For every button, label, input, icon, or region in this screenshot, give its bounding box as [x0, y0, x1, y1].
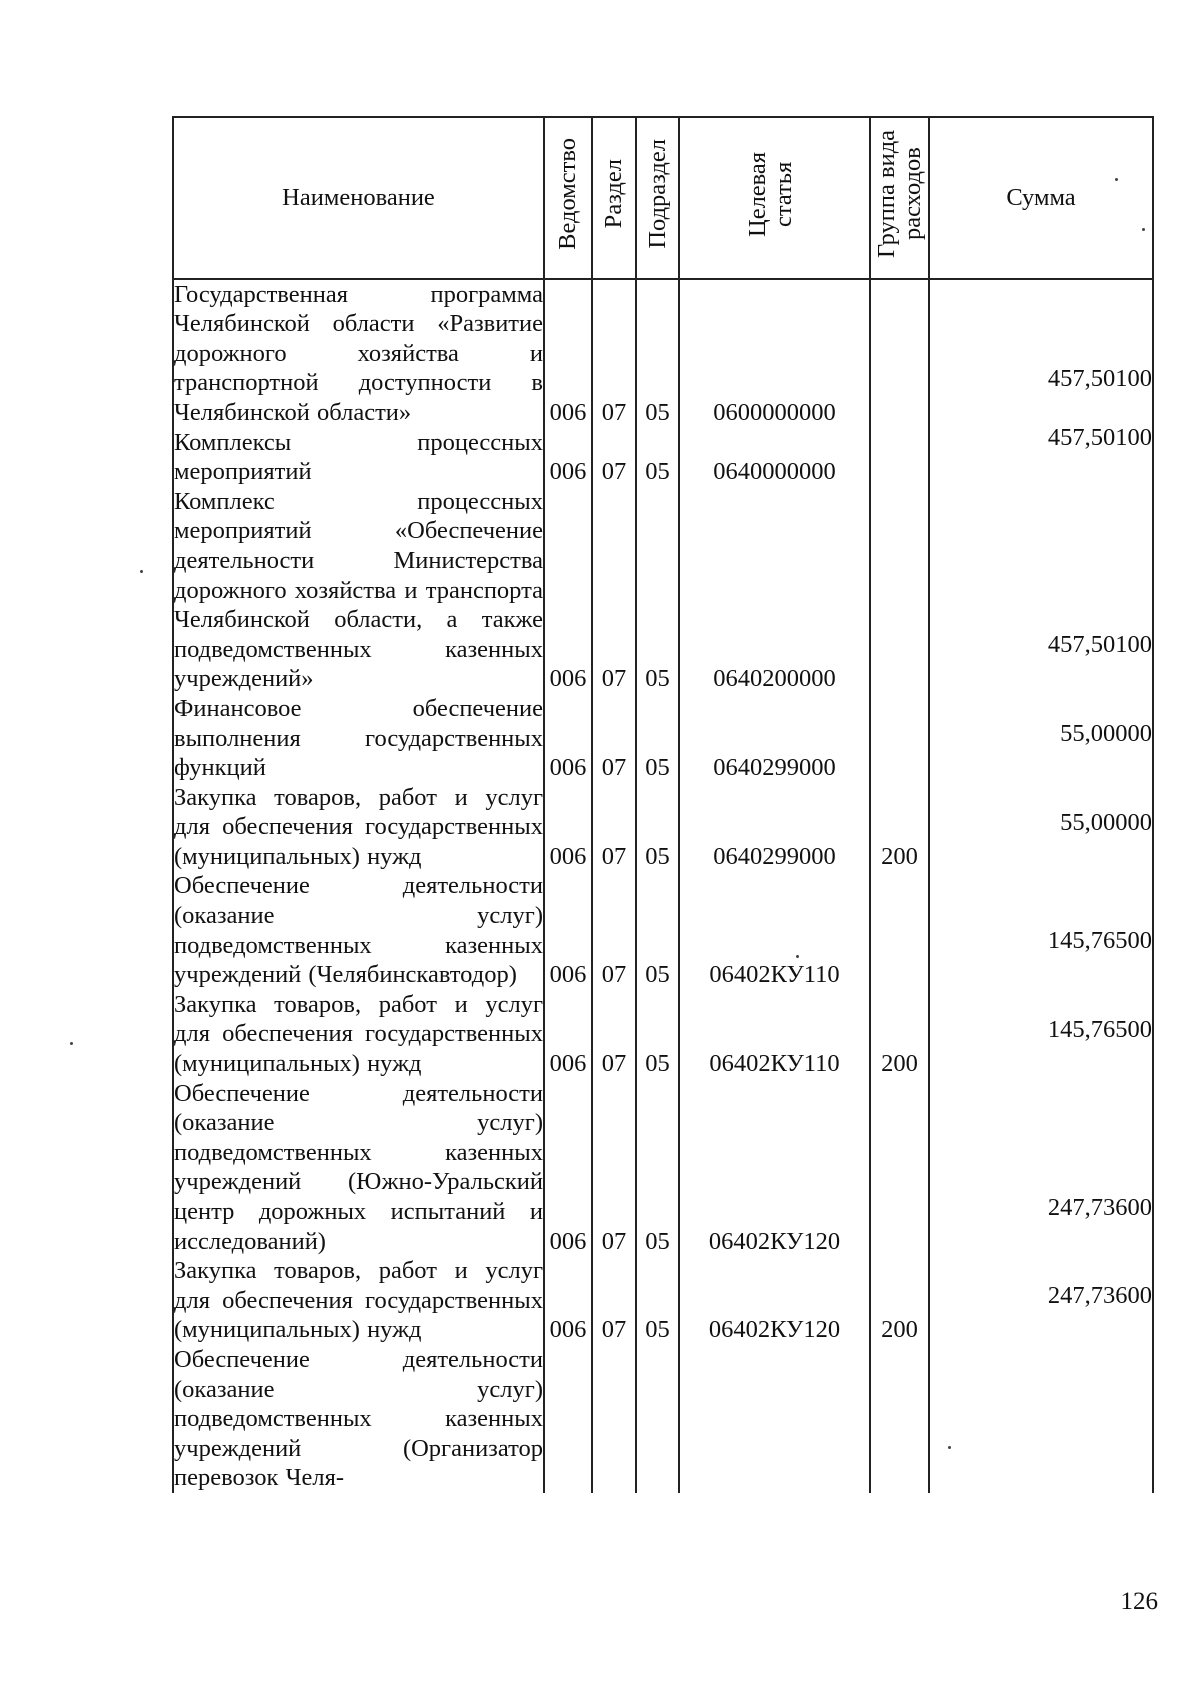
row-target-article: 0640299000	[679, 783, 870, 872]
row-agency: 006	[544, 783, 592, 872]
row-expense-group	[870, 1345, 929, 1493]
row-agency	[544, 1345, 592, 1493]
table-row	[173, 1256, 1153, 1345]
header-amount: Сумма	[929, 117, 1153, 279]
page-number: 126	[1120, 1588, 1158, 1615]
row-agency: 006	[544, 428, 592, 487]
row-section	[592, 1345, 636, 1493]
row-target-article: 06402КУ110	[679, 871, 870, 989]
table-row	[173, 279, 1153, 428]
row-amount: 457,50100	[929, 487, 1153, 694]
scan-speck	[70, 1042, 73, 1045]
row-expense-group: 200	[870, 990, 929, 1079]
row-amount	[929, 1345, 1153, 1493]
row-expense-group	[870, 428, 929, 487]
row-subsection: 05	[636, 428, 679, 487]
row-name: Государственная программа Челябинской области «Развитие дорожного хозяйства и транспортной доступности в Челябинской области»	[174, 280, 543, 426]
row-agency: 006	[544, 990, 592, 1079]
row-amount: 247,73600	[929, 1256, 1153, 1345]
row-target-article: 0640200000	[679, 487, 870, 694]
table-header	[173, 117, 1153, 279]
row-amount: 247,73600	[929, 1079, 1153, 1257]
row-section: 07	[592, 783, 636, 872]
row-agency: 006	[544, 871, 592, 989]
row-expense-group: 200	[870, 783, 929, 872]
row-target-article	[679, 1345, 870, 1493]
row-amount: 457,50100	[929, 279, 1153, 428]
scan-speck	[796, 955, 799, 958]
row-target-article: 0640000000	[679, 428, 870, 487]
row-agency: 006	[544, 694, 592, 783]
row-name: Комплексы процессных мероприятий	[174, 428, 543, 486]
table-row	[173, 871, 1153, 989]
row-amount: 145,76500	[929, 871, 1153, 989]
row-target-article: 06402КУ120	[679, 1256, 870, 1345]
row-subsection: 05	[636, 694, 679, 783]
row-section: 07	[592, 428, 636, 487]
row-expense-group	[870, 487, 929, 694]
row-target-article: 0640299000	[679, 694, 870, 783]
header-subsection: Подраздел	[636, 117, 679, 279]
row-section: 07	[592, 990, 636, 1079]
row-amount: 55,00000	[929, 783, 1153, 872]
row-subsection: 05	[636, 990, 679, 1079]
row-name: Обеспечение деятельности (оказание услуг) подведомственных казенных учреждений (Челябинскавтодор)	[174, 872, 543, 989]
row-name: Закупка товаров, работ и услуг для обеспечения государственных (муниципальных) нужд	[174, 783, 543, 870]
row-expense-group	[870, 871, 929, 989]
table-row	[173, 1345, 1153, 1493]
row-section: 07	[592, 487, 636, 694]
row-target-article: 06402КУ120	[679, 1079, 870, 1257]
row-section: 07	[592, 279, 636, 428]
scan-speck	[1142, 228, 1145, 231]
row-subsection: 05	[636, 487, 679, 694]
row-agency: 006	[544, 487, 592, 694]
row-name: Обеспечение деятельности (оказание услуг) подведомственных казенных учреждений (Организатор перевозок Челя-	[174, 1345, 543, 1492]
row-subsection: 05	[636, 1079, 679, 1257]
row-name: Закупка товаров, работ и услуг для обеспечения государственных (муниципальных) нужд	[174, 1257, 543, 1344]
row-section: 07	[592, 1256, 636, 1345]
row-section: 07	[592, 871, 636, 989]
table-row	[173, 990, 1153, 1079]
row-subsection: 05	[636, 783, 679, 872]
header-target-article: Целевая статья	[679, 117, 870, 279]
row-target-article: 06402КУ110	[679, 990, 870, 1079]
table-row	[173, 487, 1153, 694]
row-section: 07	[592, 1079, 636, 1257]
row-expense-group: 200	[870, 1256, 929, 1345]
row-name: Обеспечение деятельности (оказание услуг) подведомственных казенных учреждений (Южно-Уральский центр дорожных испытаний и исследований)	[174, 1079, 543, 1255]
row-expense-group	[870, 279, 929, 428]
row-agency: 006	[544, 279, 592, 428]
row-subsection	[636, 1345, 679, 1493]
table-row	[173, 428, 1153, 487]
table-row	[173, 783, 1153, 872]
row-subsection: 05	[636, 279, 679, 428]
row-amount: 457,50100	[929, 428, 1153, 487]
table-row	[173, 694, 1153, 783]
row-target-article: 0600000000	[679, 279, 870, 428]
scan-speck	[140, 570, 143, 573]
table-row	[173, 1079, 1153, 1257]
scan-speck	[1115, 178, 1118, 181]
header-name: Наименование	[173, 117, 544, 279]
header-section: Раздел	[592, 117, 636, 279]
row-section: 07	[592, 694, 636, 783]
row-subsection: 05	[636, 871, 679, 989]
row-name: Закупка товаров, работ и услуг для обеспечения государственных (муниципальных) нужд	[174, 990, 543, 1078]
row-amount: 55,00000	[929, 694, 1153, 783]
row-expense-group	[870, 694, 929, 783]
budget-table	[172, 116, 1154, 1493]
row-agency: 006	[544, 1256, 592, 1345]
row-amount: 145,76500	[929, 990, 1153, 1079]
row-agency: 006	[544, 1079, 592, 1257]
table-body	[173, 279, 1153, 1493]
header-agency: Ведомство	[544, 117, 592, 279]
row-name: Финансовое обеспечение выполнения государственных функций	[174, 694, 543, 782]
row-name: Комплекс процессных мероприятий «Обеспечение деятельности Министерства дорожного хозяйства и транспорта Челябинской области, а также подведомственных казенных учреждений»	[174, 487, 543, 693]
row-subsection: 05	[636, 1256, 679, 1345]
row-expense-group	[870, 1079, 929, 1257]
header-expense-group: Группа вида расходов	[870, 117, 929, 279]
scan-speck	[948, 1446, 951, 1449]
